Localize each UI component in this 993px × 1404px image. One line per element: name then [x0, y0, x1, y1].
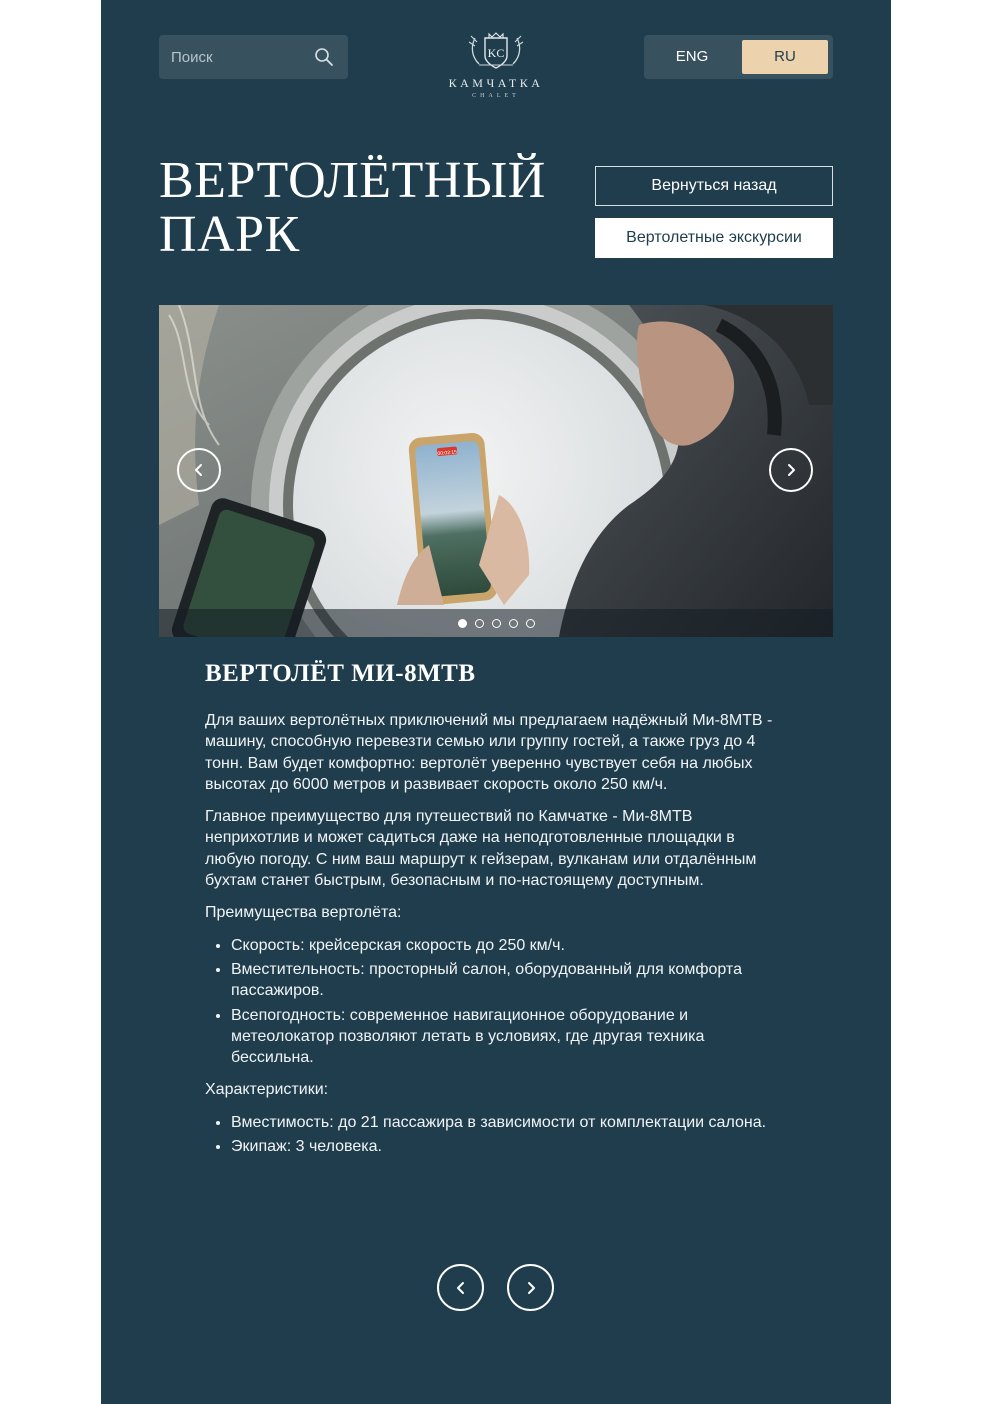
svg-text:00:02:15: 00:02:15 — [437, 449, 458, 458]
specs-title: Характеристики: — [205, 1081, 329, 1099]
lang-eng-button[interactable]: ENG — [675, 48, 709, 65]
language-switcher — [644, 35, 833, 79]
list-item: • Всепогодность: современное навигационное оборудование и метеолокатор позволяют летать в условиях, где другая техника бессильна. — [231, 1005, 785, 1069]
lang-ru-button[interactable]: RU — [742, 40, 828, 74]
list-item: • Скорость: крейсерская скорость до 250 км/ч. — [231, 935, 785, 956]
page — [101, 0, 891, 1404]
chevron-left-icon — [454, 1281, 468, 1295]
specs-list — [205, 1112, 785, 1158]
next-page-button[interactable] — [507, 1264, 554, 1311]
list-item: • Вместимость: до 21 пассажира в зависимости от комплектации салона. — [231, 1112, 785, 1133]
image-carousel[interactable] — [159, 305, 833, 637]
chevron-right-icon — [784, 463, 798, 477]
page-title-line1: ВЕРТОЛЁТНЫЙ — [159, 152, 546, 209]
logo-name: КАМЧАТКА — [448, 76, 544, 90]
article-heading: ВЕРТОЛЁТ МИ-8МТВ — [205, 660, 476, 687]
back-button[interactable]: Вернуться назад — [595, 166, 833, 206]
page-title — [159, 154, 579, 262]
chevron-left-icon — [192, 463, 206, 477]
advantages-title: Преимущества вертолёта: — [205, 904, 402, 922]
previous-page-button[interactable] — [437, 1264, 484, 1311]
logo[interactable] — [431, 32, 561, 104]
page-title-line2: ПАРК — [159, 206, 300, 263]
carousel-photo — [159, 305, 833, 637]
list-item: • Экипаж: 3 человека. — [231, 1136, 785, 1157]
carousel-dot[interactable] — [458, 619, 467, 628]
list-item: • Вместительность: просторный салон, оборудованный для комфорта пассажиров. — [231, 959, 785, 1002]
helicopter-tours-button[interactable]: Вертолетные экскурсии — [595, 218, 833, 258]
carousel-dots — [159, 619, 833, 628]
article-paragraph: Для ваших вертолётных приключений мы предлагаем надёжный Ми-8МТВ - машину, способную перевезти семью или группу гостей, а также груз до 4 тонн. Вам будет комфортно: вертолёт уверенно чувствует себя на любых высотах до 6000 метров и развивает скорость около 250 км/ч. — [205, 712, 773, 793]
logo-crest-icon — [465, 32, 527, 72]
carousel-dot[interactable] — [526, 619, 535, 628]
article — [205, 660, 785, 1168]
chevron-right-icon — [524, 1281, 538, 1295]
carousel-dot[interactable] — [492, 619, 501, 628]
carousel-next-button[interactable] — [769, 448, 813, 492]
article-paragraph: Главное преимущество для путешествий по Камчатке - Ми-8МТВ неприхотлив и может садиться даже на неподготовленные площадки в любую погоду. С ним ваш маршрут к гейзерам, вулканам или отдалённым бухтам станет быстрым, безопасным и по-настоящему доступным. — [205, 808, 757, 890]
advantages-list — [205, 935, 785, 1069]
logo-subtitle: CHALET — [472, 93, 520, 99]
svg-text:KC: KC — [487, 46, 505, 60]
search-icon[interactable] — [314, 47, 334, 67]
carousel-prev-button[interactable] — [177, 448, 221, 492]
search-box[interactable] — [159, 35, 348, 79]
search-input[interactable] — [159, 35, 321, 79]
carousel-dot[interactable] — [475, 619, 484, 628]
carousel-dot[interactable] — [509, 619, 518, 628]
